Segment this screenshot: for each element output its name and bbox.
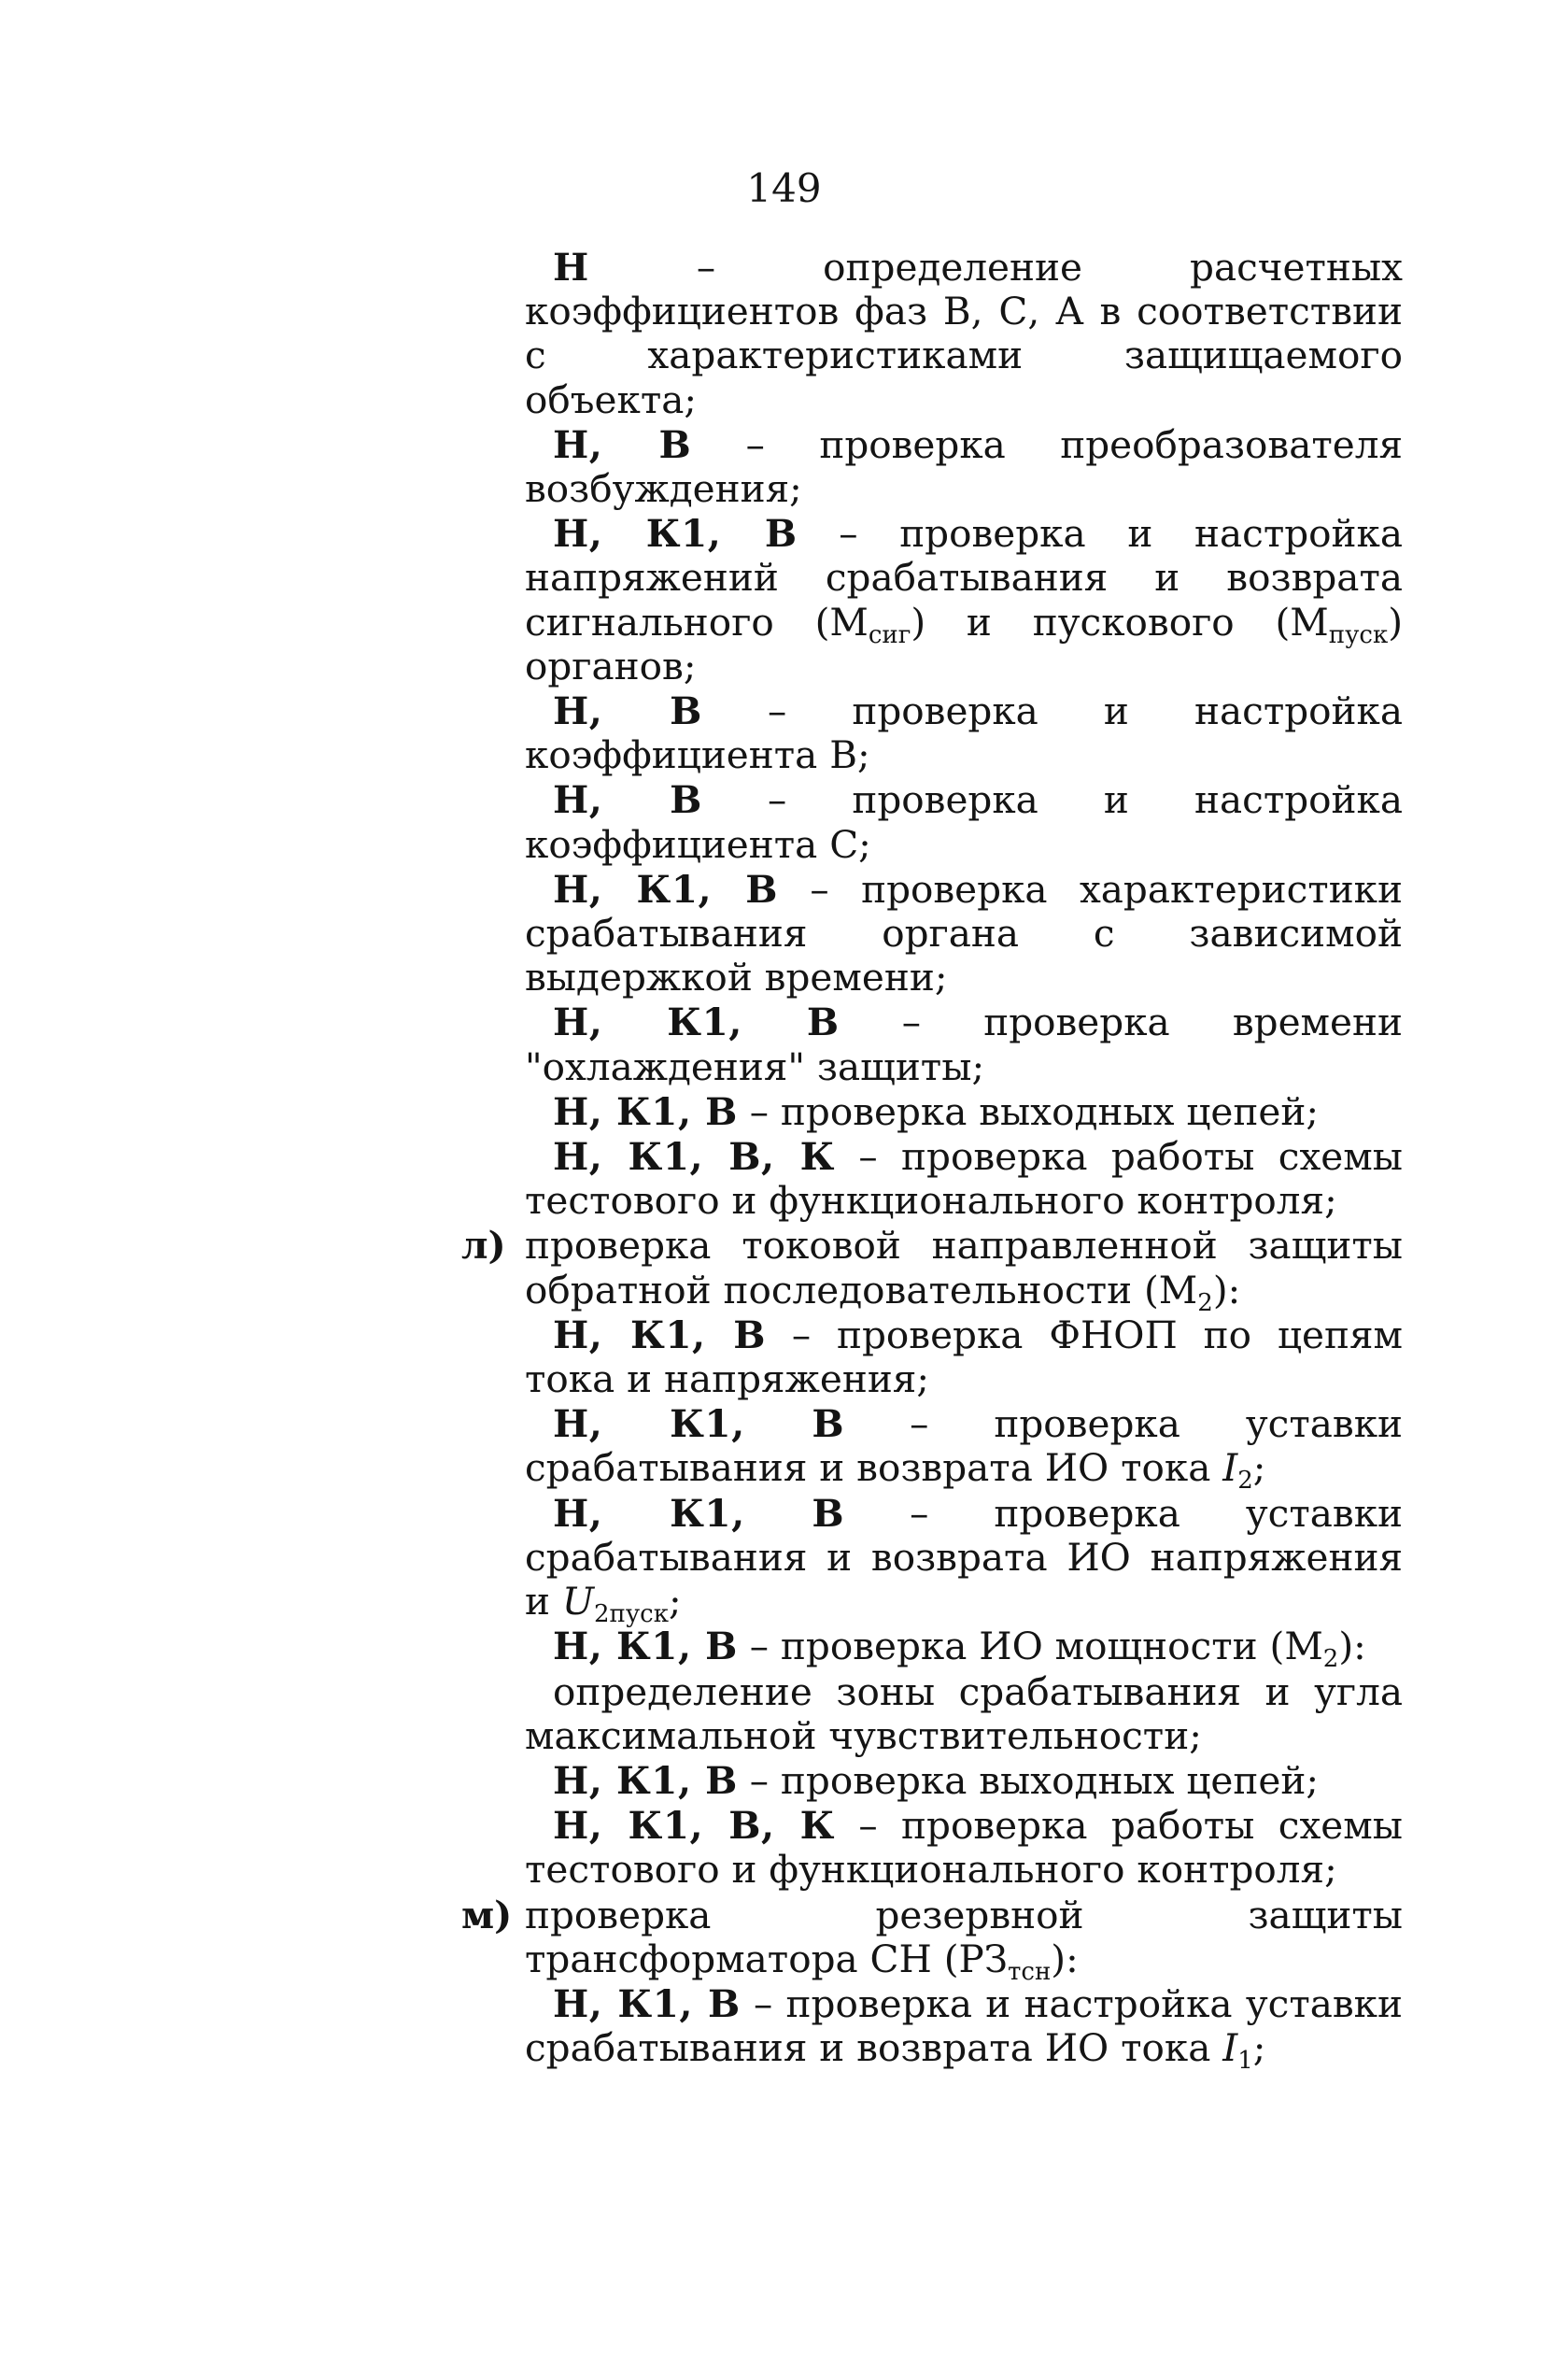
test-codes: Н, К1, В, К [553,1134,836,1180]
test-codes: Н, К1, В [553,1312,766,1357]
paragraph-text: проверка токовой направленной защиты обратной последовательности (М [525,1223,1403,1312]
test-codes: Н, К1, В [553,866,778,912]
paragraph-text: – проверка преобразователя возбуждения; [525,421,1403,512]
paragraph-test-control-l [525,1804,1403,1892]
paragraph-text: ; [669,1579,682,1624]
paragraph-coefficient-c [525,778,1403,866]
paragraph-voltage-setting [525,512,1403,688]
test-codes: Н, К1, В [553,1490,845,1536]
paragraph-text: – проверка выходных цепей; [737,1757,1319,1803]
test-codes: Н, К1, В [553,1401,845,1447]
paragraph-text: ; [1252,2025,1266,2071]
paragraph-test-control [525,1135,1403,1223]
paragraph-coefficients [525,246,1403,422]
paragraph-text: – проверка времени "охлаждения" защиты; [525,1000,1403,1089]
list-item-l [461,1223,1403,1317]
paragraph-text: – определение расчетных коэффициентов фаз В, С, А в соответствии с характеристиками защищаемого объекта; [525,245,1403,422]
test-codes: Н, К1, В [553,1757,738,1803]
paragraph-coefficient-b [525,689,1403,777]
paragraph-text: – проверка и настройка коэффициента В; [525,688,1403,778]
paragraph-text: ): [1212,1267,1241,1312]
paragraph-text: ; [1252,1445,1266,1491]
test-codes: Н, В [553,777,702,823]
paragraph-text: ) органов; [525,599,1404,688]
test-codes: Н, В [553,421,692,467]
paragraph-text: ): [1051,1936,1079,1981]
paragraph-text: ) и пускового (М [911,599,1329,645]
subscript: тсн [1008,1957,1052,1986]
paragraph-cooling-time [525,1000,1403,1088]
variable: I [1222,2025,1238,2071]
paragraph-text: определение зоны срабатывания и угла максимальной чувствительности; [525,1668,1403,1758]
paragraph-output-circuits [525,1090,1403,1134]
paragraph-current-setting-i1 [525,1980,1403,2076]
paragraph-output-circuits-l [525,1759,1403,1803]
paragraph-text: проверка резервной защиты трансформатора СН (РЗ [525,1892,1403,1981]
test-codes: Н [553,245,589,290]
paragraph-text: – проверка характеристики срабатывания органа с зависимой выдержкой времени; [525,866,1403,1000]
paragraph-text: – проверка уставки срабатывания и возврата ИО тока [525,1401,1403,1491]
list-item-m [461,1892,1403,1986]
paragraph-current-setting [525,1401,1403,1496]
page-body [461,245,1404,2076]
subscript: 2 [1322,1645,1339,1674]
subscript: 2 [1237,1467,1253,1496]
paragraph-text: – проверка и настройка коэффициента С; [525,777,1403,867]
subscript: 1 [1237,2047,1253,2076]
paragraph-text: ): [1338,1624,1366,1669]
test-codes: Н, К1, В, К [553,1803,836,1849]
paragraph-excitation-converter [525,423,1403,511]
paragraph-power-element [525,1624,1403,1674]
test-codes: Н, К1, В [553,1980,741,2026]
subscript: сиг [868,620,911,649]
paragraph-text: – проверка и настройка уставки срабатывания и возврата ИО тока [525,1980,1403,2071]
subscript: 2пуск [594,1600,669,1629]
paragraph-power-element-continued [525,1670,1403,1758]
subscript: пуск [1328,620,1389,649]
variable: I [1222,1445,1238,1491]
paragraph-text: – проверка ИО мощности (М [737,1624,1323,1669]
paragraph-text: – проверка работы схемы тестового и функционального контроля; [525,1803,1403,1893]
list-marker: л) [461,1223,506,1269]
paragraph-voltage-setting-u2 [525,1490,1403,1629]
test-codes: Н, К1, В [553,1000,840,1045]
list-marker: м) [461,1892,513,1937]
variable: U [561,1579,595,1624]
paragraph-fnop [525,1313,1403,1401]
paragraph-text: – проверка уставки срабатывания и возврата ИО напряжения и [525,1490,1403,1624]
test-codes: Н, К1, В [553,1624,738,1669]
subscript: 2 [1197,1288,1213,1317]
test-codes: Н, К1, В [553,1088,738,1134]
paragraph-text: – проверка и настройка напряжений срабатывания и возврата сигнального (М [525,511,1404,645]
test-codes: Н, В [553,688,702,734]
paragraph-text: – проверка работы схемы тестового и функционального контроля; [525,1134,1403,1224]
paragraph-time-characteristic [525,868,1403,1000]
page-number: 149 [746,165,822,211]
paragraph-text: – проверка ФНОП по цепям тока и напряжения; [525,1312,1403,1402]
test-codes: Н, К1, В [553,511,798,557]
paragraph-text: – проверка выходных цепей; [737,1088,1319,1134]
